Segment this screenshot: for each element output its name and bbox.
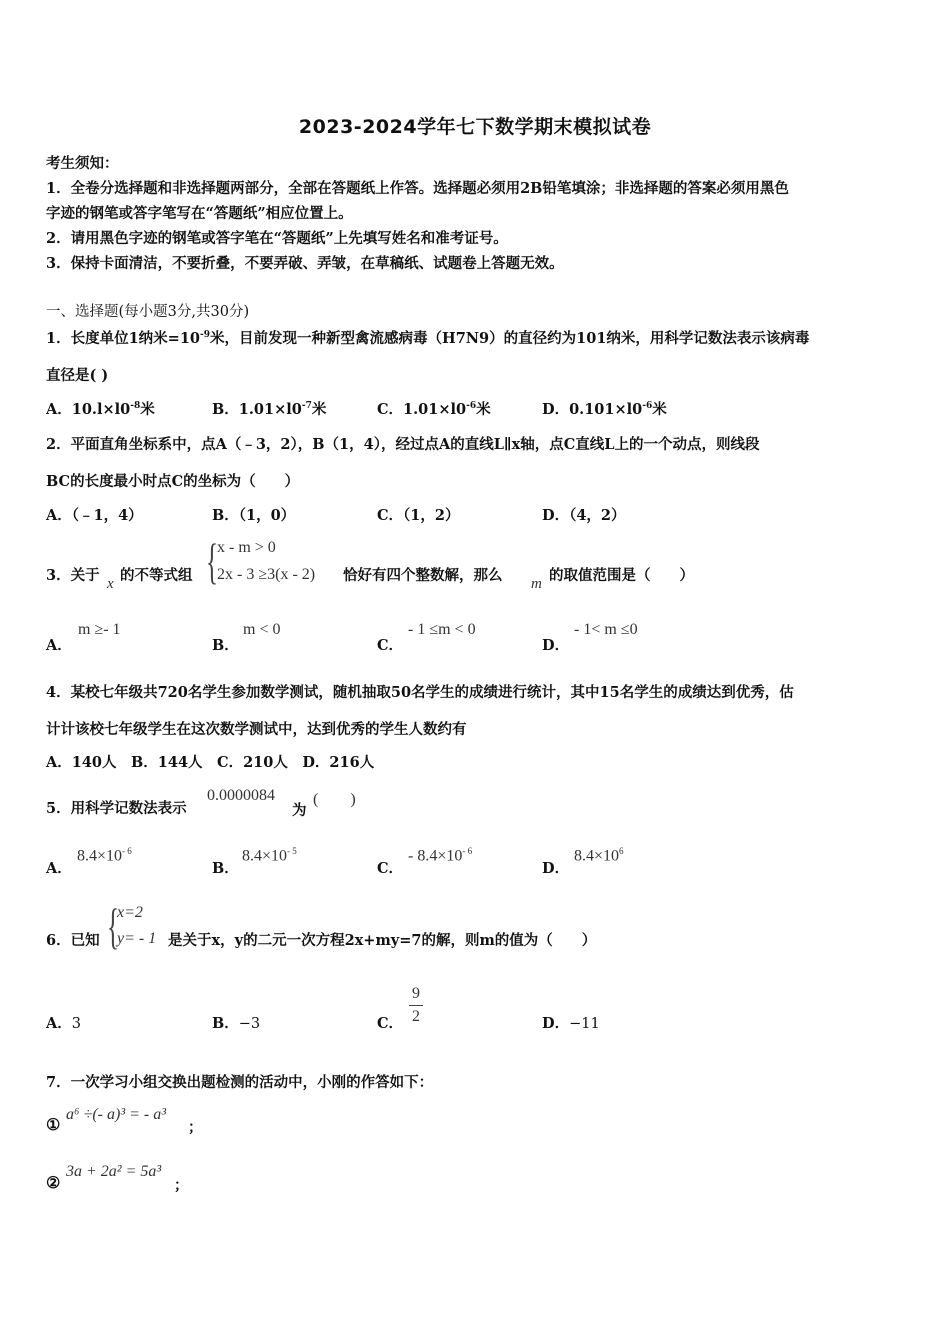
q3-var-m: m xyxy=(531,576,542,592)
q2-option-d[interactable]: D．（4，2） xyxy=(542,507,626,524)
q5-option-c-label[interactable]: C． xyxy=(377,860,404,877)
q5-suffix: 为 xyxy=(292,802,307,819)
page-title: 2023-2024学年七下数学期末模拟试卷 xyxy=(298,116,652,138)
system-brace: { xyxy=(107,898,119,954)
q5-prefix: 5．用科学记数法表示 xyxy=(46,800,187,817)
q5-option-d[interactable]: $8.4\times 10^6$ xyxy=(574,846,624,865)
q3-inequality-2: 2x - 3 ≥3(x - 2) xyxy=(217,566,316,583)
q7-item-1-mark: ① xyxy=(46,1115,61,1134)
notice-item: 字迹的钢笔或答字笔写在“答题纸”相应位置上。 xyxy=(46,205,353,222)
q3-option-d-label[interactable]: D． xyxy=(542,637,570,654)
q6-option-c-fraction[interactable] xyxy=(409,985,423,1026)
q6-suffix: 是关于x，y的二元一次方程2x+my=7的解，则m的值为（ ） xyxy=(168,932,597,949)
q3-option-c-label[interactable]: C． xyxy=(377,637,404,654)
q3-option-c[interactable]: - 1 ≤m < 0 xyxy=(408,621,476,638)
notice-item: 3．保持卡面清洁，不要折叠，不要弄破、弄皱，在草稿纸、试题卷上答题无效。 xyxy=(46,255,564,272)
q3-option-a-label[interactable]: A． xyxy=(46,637,72,654)
section-heading: 一、选择题(每小题3分,共30分) xyxy=(46,304,250,320)
system-brace: { xyxy=(206,533,218,589)
q3-mid: 的不等式组 xyxy=(120,567,193,584)
q6-prefix: 6．已知 xyxy=(46,932,100,949)
q1-text-b: 米，目前发现一种新型禽流感病毒（H7N9）的直径约为101纳米，用科学记数法表示该病毒 xyxy=(210,330,810,347)
notice-item: 2．请用黑色字迹的钢笔或答字笔在“答题纸”上先填写姓名和准考证号。 xyxy=(46,230,508,247)
q5-option-b[interactable]: $8.4\times 10^{- 5}$ xyxy=(242,846,297,865)
fraction-numerator: 9 xyxy=(412,985,420,1002)
q7-item-2-expr: 3a + 2a² = 5a³ xyxy=(66,1163,162,1180)
q6-option-d[interactable]: D．−11 xyxy=(542,1015,600,1032)
question-2: 2．平面直角坐标系中，点A（﹣3，2），B（1，4），经过点A的直线L∥x轴，点C直线L上的一个动点，则线段 xyxy=(46,436,760,453)
q7-item-2-mark: ② xyxy=(46,1173,61,1192)
q2-option-a[interactable]: A．（﹣1，4） xyxy=(46,507,143,524)
fraction-denominator: 2 xyxy=(409,1005,423,1026)
q1-text-a: 1．长度单位1纳米=10 xyxy=(46,330,201,347)
q2-line2: BC的长度最小时点C的坐标为（ ） xyxy=(46,473,300,490)
q6-option-c-label[interactable]: C． xyxy=(377,1015,404,1032)
q2-option-b[interactable]: B．（1，0） xyxy=(212,507,296,524)
notice-item: 1．全卷分选择题和非选择题两部分，全部在答题纸上作答。选择题必须用2B铅笔填涂；非选择题的答案必须用黑色 xyxy=(46,180,789,197)
q7-item-2-end: ； xyxy=(174,1177,189,1194)
q2-option-c[interactable]: C．（1，2） xyxy=(377,507,460,524)
q5-option-a-label[interactable]: A． xyxy=(46,860,72,877)
q3-option-b-label[interactable]: B． xyxy=(212,637,239,654)
q6-option-b[interactable]: B．−3 xyxy=(212,1015,261,1032)
q3-inequality-1: x - m > 0 xyxy=(217,539,276,556)
q3-option-a[interactable]: m ≥- 1 xyxy=(78,621,121,638)
q6-option-a[interactable]: A．3 xyxy=(46,1015,81,1032)
q1-option-b[interactable]: B．$1.01\times l0^{-7}$米 xyxy=(212,401,327,418)
q1-option-a[interactable]: A．$10.l\times l0^{-8}$米 xyxy=(46,401,155,418)
q5-option-d-label[interactable]: D． xyxy=(542,860,570,877)
notice-heading: 考生须知： xyxy=(46,155,119,172)
q6-equation-1: x=2 xyxy=(117,904,143,921)
q7-item-1-expr: a⁶ ÷(- a)³ = - a³ xyxy=(66,1106,167,1123)
q5-option-b-label[interactable]: B． xyxy=(212,860,239,877)
q1-option-c[interactable]: C．$1.01\times l0^{-6}$米 xyxy=(377,401,491,418)
q3-prefix: 3．关于 xyxy=(46,567,100,584)
q6-equation-2: y= - 1 xyxy=(117,930,157,947)
question-4: 4．某校七年级共720名学生参加数学测试，随机抽取50名学生的成绩进行统计，其中15名学生的成绩达到优秀，估 xyxy=(46,684,794,701)
q5-option-c[interactable]: - $8.4\times 10^{- 6}$ xyxy=(408,846,473,865)
q1-exponent: -9 xyxy=(200,330,211,341)
q4-options[interactable]: A．140人 B．144人 C．210人 D．216人 xyxy=(46,754,375,771)
q1-line2: 直径是( ) xyxy=(46,367,109,384)
q7-item-1-end: ； xyxy=(188,1119,203,1136)
q3-var-x: x xyxy=(107,576,114,592)
q3-option-d[interactable]: - 1< m ≤0 xyxy=(574,621,638,638)
q1-option-d[interactable]: D．$0.101\times l0^{-6}$米 xyxy=(542,401,667,418)
q3-option-b[interactable]: m < 0 xyxy=(243,621,281,638)
q3-suffix-2: 的取值范围是（ ） xyxy=(549,567,694,584)
question-7: 7．一次学习小组交换出题检测的活动中，小刚的作答如下： xyxy=(46,1074,434,1091)
q5-answer-paren: ( ) xyxy=(313,791,356,808)
question-1 xyxy=(46,327,809,348)
q4-line2: 计计该校七年级学生在这次数学测试中，达到优秀的学生人数约有 xyxy=(46,721,467,738)
q5-option-a[interactable]: $8.4\times 10^{- 6}$ xyxy=(77,846,132,865)
q3-suffix-1: 恰好有四个整数解，那么 xyxy=(343,567,503,584)
q5-number: 0.0000084 xyxy=(207,787,275,804)
